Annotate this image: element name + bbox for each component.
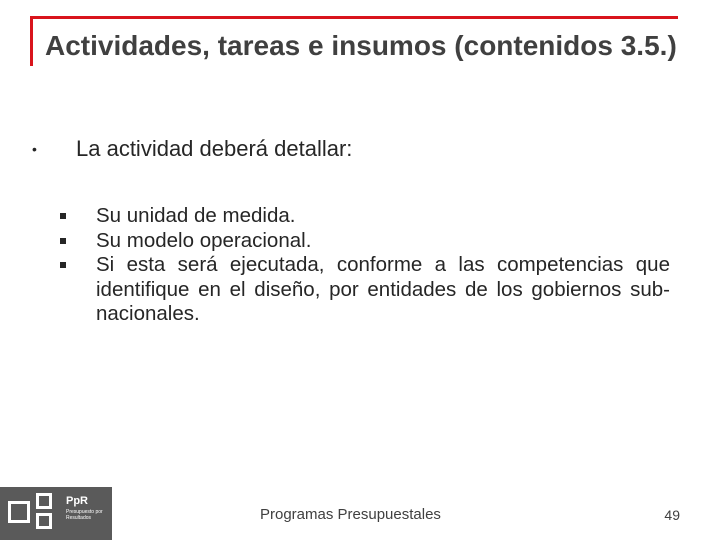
square-bullet-icon [58, 229, 96, 254]
logo-brand-text: PpR [66, 495, 88, 507]
square-bullet-icon [58, 253, 96, 327]
sub-list [58, 204, 670, 327]
sub-item-text: Si esta será ejecutada, conforme a las competencias que identifique en el diseño, por entidades de los gobiernos sub-nacionales. [96, 253, 670, 325]
sub-item-text: Su unidad de medida. [96, 204, 296, 227]
slide-title-normal: (contenidos 3.5.) [446, 30, 677, 61]
bullet-text: La actividad deberá detallar: [76, 136, 353, 161]
sub-list-item [58, 229, 670, 254]
sub-list-item [58, 204, 670, 229]
logo-square-icon [36, 493, 52, 509]
footer-title: Programas Presupuestales [260, 506, 441, 523]
bullet-marker: • [32, 141, 37, 157]
logo-square-icon [36, 513, 52, 529]
square-bullet-icon [58, 204, 96, 229]
page-number: 49 [664, 507, 680, 523]
slide-title-bold: Actividades, tareas e insumos [45, 30, 447, 61]
ppr-logo [0, 487, 112, 540]
bullet-item [28, 136, 688, 162]
logo-square-icon [8, 501, 30, 523]
sub-list-item [58, 253, 670, 327]
sub-item-text: Su modelo operacional. [96, 228, 312, 252]
title-frame-corner [660, 16, 678, 19]
logo-subtitle: Presupuesto por Resultados [66, 509, 103, 521]
slide-title [45, 28, 685, 64]
